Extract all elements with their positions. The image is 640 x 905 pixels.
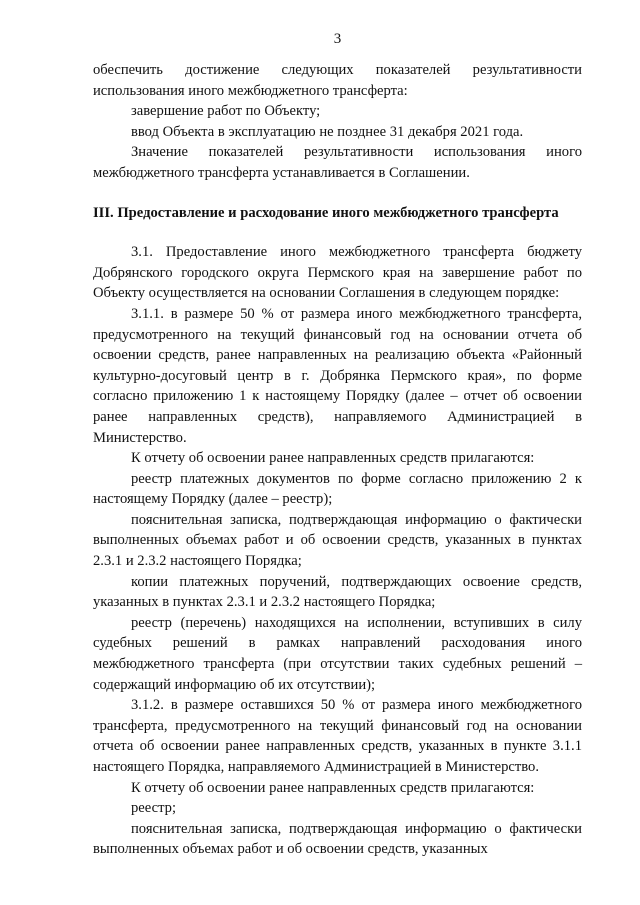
document-body [93, 60, 582, 860]
paragraph: 3.1. Предоставление иного межбюджетного трансферта бюджету Добрянского городского округа Пермского края на завершение работ по Объекту осуществляется на основании Соглашения в следующем порядке: [93, 244, 582, 302]
paragraph: реестр платежных документов по форме согласно приложению 2 к настоящему Порядку (далее – реестр); [93, 470, 582, 508]
paragraph: обеспечить достижение следующих показателей результативности использования иного межбюджетного трансферта: [93, 62, 582, 99]
paragraph: 3.1.2. в размере оставшихся 50 % от размера иного межбюджетного трансферта, предусмотренного на текущий финансовый год на основании отчета об освоении ранее направленных средств, указанных в пункте 3.1.1 настоящего Порядка, направляемого Администрацией в Министерство. [93, 697, 582, 775]
paragraph: пояснительная записка, подтверждающая информацию о фактически выполненных объемах работ и об освоении средств, указанных [93, 820, 582, 858]
page-number: 3 [333, 31, 342, 47]
paragraph: ввод Объекта в эксплуатацию не позднее 31 декабря 2021 года. [131, 123, 524, 140]
paragraph: К отчету об освоении ранее направленных средств прилагаются: [131, 779, 535, 796]
paragraph: завершение работ по Объекту; [131, 103, 321, 120]
paragraph: пояснительная записка, подтверждающая информацию о фактически выполненных объемах работ и об освоении средств, указанных в пунктах 2.3.1 и 2.3.2 настоящего Порядка; [93, 511, 582, 570]
paragraph: К отчету об освоении ранее направленных средств прилагаются: [131, 450, 535, 467]
paragraph: копии платежных поручений, подтверждающих освоение средств, указанных в пунктах 2.3.1 и 2.3.2 настоящего Порядка; [93, 573, 582, 611]
paragraph: реестр (перечень) находящихся на исполнении, вступивших в силу судебных решений в рамках направлений расходования иного межбюджетного трансферта (при отсутствии таких судебных решений – содержащий информацию об их отсутствии); [93, 614, 582, 693]
paragraph: реестр; [131, 800, 176, 817]
section-heading: III. Предоставление и расходование иного межбюджетного трансферта [93, 204, 559, 221]
paragraph: Значение показателей результативности использования иного межбюджетного трансферта устанавливается в Соглашении. [93, 144, 582, 181]
paragraph: 3.1.1. в размере 50 % от размера иного межбюджетного трансферта, предусмотренного на текущий финансовый год на основании отчета об освоении средств, ранее направленных на реализацию объекта «Районный культурно-досуговый центр в г. Добрянка Пермского края», по форме согласно приложению 1 к настоящему Порядку (далее – отчет об освоении ранее направленных средств), направляемого Администрацией в Министерство. [93, 305, 582, 446]
